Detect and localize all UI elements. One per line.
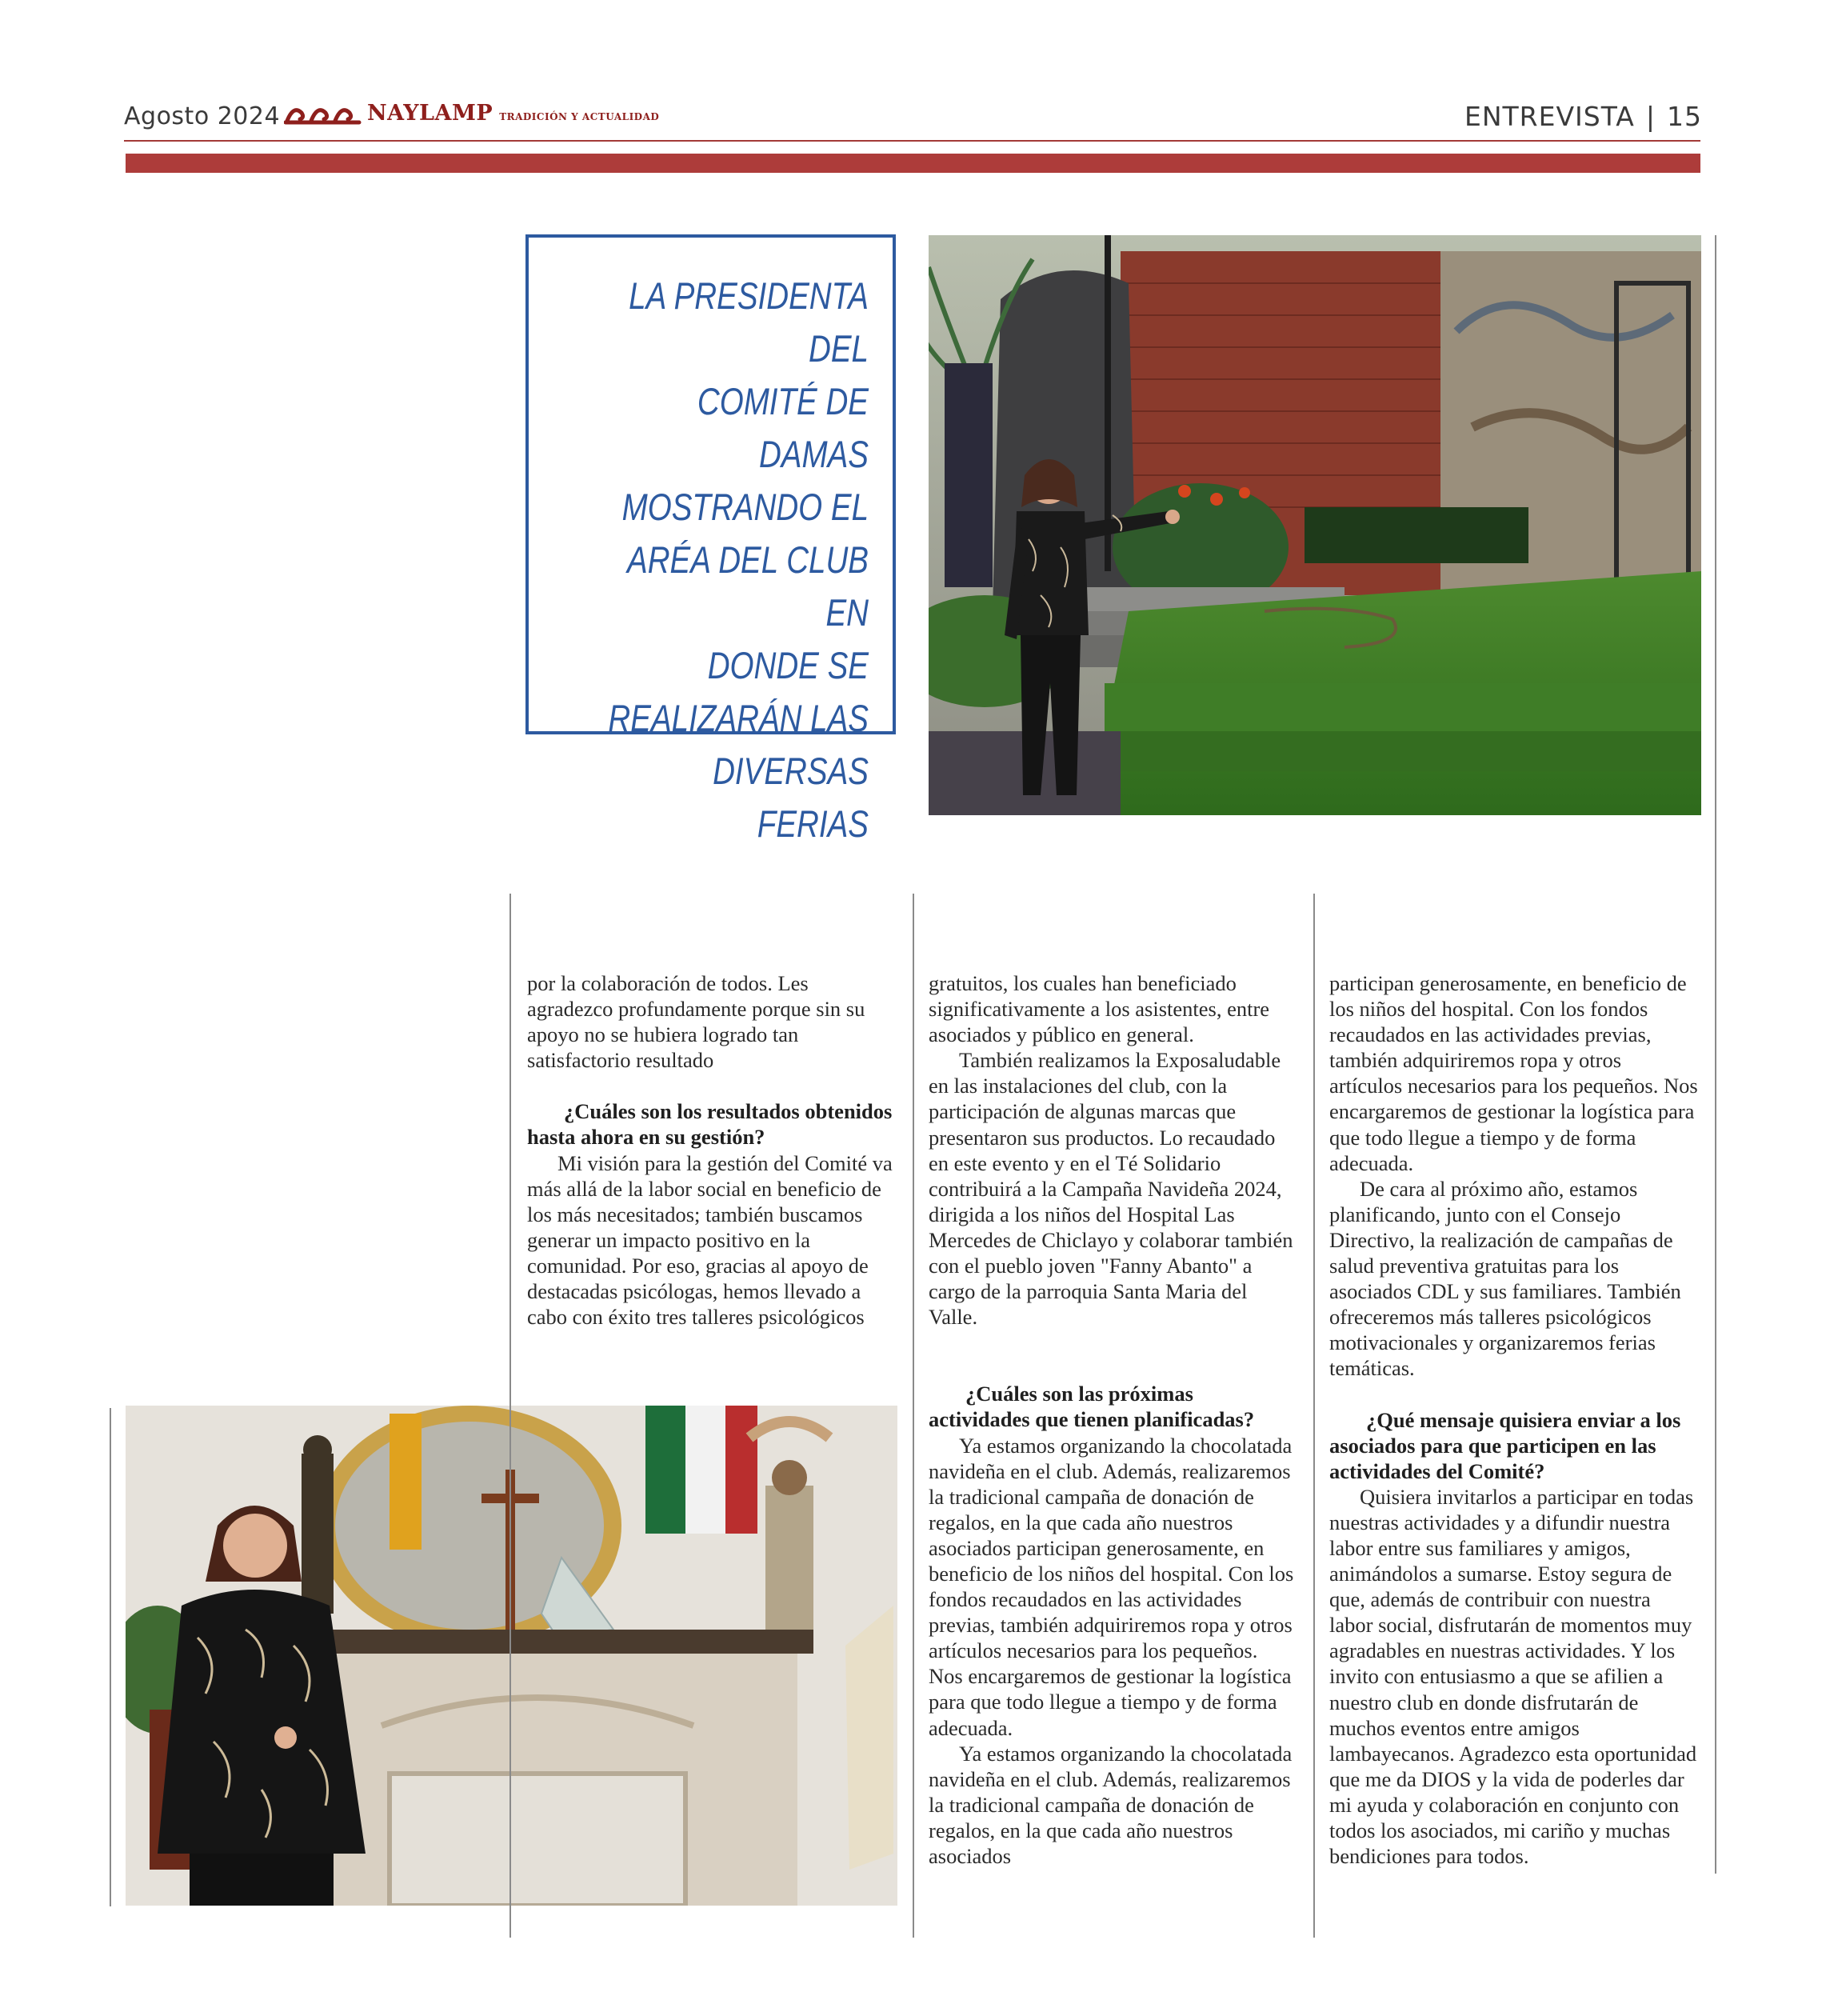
masthead-logo: [284, 101, 659, 126]
article-column-2: [929, 970, 1297, 1869]
interview-question: ¿Cuáles son las próximas actividades que tienen planificadas?: [929, 1382, 1255, 1432]
paragraph: Ya estamos organizando la chocolatada navideña en el club. Además, realizaremos la tradicional campaña de donación de regalos, en la que cada año nuestros asociados participan generosamente, en beneficio de los niños del hospital. Con los fondos recaudados en las actividades previas, también adquiriremos ropa y otros artículos necesarios para los pequeños. Nos encargaremos de gestionar la logística para que todo llegue a tiempo y de forma adecuada.: [929, 1433, 1294, 1740]
page-number: 15: [1667, 101, 1702, 132]
header-accent-bar: [126, 154, 1700, 173]
photo-caption: LA PRESIDENTA DEL COMITÉ DE DAMAS MOSTRANDO EL ARÉA DEL CLUB EN DONDE SE REALIZARÁN LAS DIVERSAS FERIAS: [608, 274, 869, 845]
wave-logo-icon: [284, 102, 362, 126]
header-rule: [124, 140, 1700, 142]
logo-name: NAYLAMP: [367, 101, 493, 126]
article-column-3: [1329, 970, 1699, 1869]
photo-rule-left: [110, 1408, 111, 1906]
section-label: [1464, 101, 1702, 132]
interview-question: ¿Cuáles son los resultados obtenidos hasta ahora en su gestión?: [527, 1099, 893, 1150]
column-rule-3: [1313, 894, 1315, 1938]
column-rule-1: [509, 894, 511, 1938]
paragraph: gratuitos, los cuales han beneficiado significativamente a los asistentes, entre asociados y público en general.: [929, 971, 1270, 1047]
paragraph: por la colaboración de todos. Les agradezco profundamente porque sin su apoyo no se hubiera logrado tan satisfactorio resultado: [527, 971, 865, 1073]
garden-photo: [929, 235, 1701, 815]
logo-tagline: TRADICIÓN Y ACTUALIDAD: [499, 110, 660, 122]
issue-date: Agosto 2024: [124, 102, 281, 130]
paragraph: De cara al próximo año, estamos planificando, junto con el Consejo Directivo, la realización de campañas de salud preventiva gratuitas para los asociados CDL y sus familiares. También ofreceremos más talleres psicológicos motivacionales y organizaremos ferias temáticas.: [1329, 1176, 1681, 1381]
article-column-1: [527, 970, 895, 1330]
section-name: ENTREVISTA: [1464, 101, 1635, 132]
fireplace-portrait-photo: [126, 1406, 897, 1906]
paragraph: También realizamos la Exposaludable en las instalaciones del club, con la participación de algunas marcas que presentaron sus productos. Lo recaudado en este evento y en el Té Solidario contribuirá a la Campaña Navideña 2024, dirigida a los niños del Hospital Las Mercedes de Chiclayo y colaborar también con el pueblo joven "Fanny Abanto" a cargo de la parroquia Santa Maria del Valle.: [929, 1048, 1293, 1330]
section-separator: |: [1645, 101, 1656, 132]
paragraph: Ya estamos organizando la chocolatada navideña en el club. Además, realizaremos la tradicional campaña de donación de regalos, en la que cada año nuestros asociados: [929, 1741, 1293, 1868]
paragraph: participan generosamente, en beneficio de los niños del hospital. Con los fondos recaudados en las actividades previas, también adquiriremos ropa y otros artículos necesarios para los pequeños. Nos encargaremos de gestionar la logística para que todo llegue a tiempo y de forma adecuada.: [1329, 971, 1698, 1175]
column-rule-2: [913, 894, 914, 1938]
photo-caption-box: [525, 234, 896, 845]
paragraph: Quisiera invitarlos a participar en todas nuestras actividades y a difundir nuestra labor entre sus familiares y amigos, animándolos a sumarse. Estoy segura de que, además de contribuir con nuestra labor social, disfrutarán de momentos muy agradables en nuestras actividades. Y los invito con entusiasmo a que se afilien a nuestro club en donde disfrutarán de muchos eventos entre amigos lambayecanos. Agradezco esta oportunidad que me da DIOS y la vida de poderles dar mi ayuda y colaboración en conjunto con todos los asociados, mi cariño y muchas bendiciones para todos.: [1329, 1484, 1697, 1869]
interview-question: ¿Qué mensaje quisiera enviar a los asociados para que participen en las actividades del Comité?: [1329, 1407, 1681, 1483]
paragraph: Mi visión para la gestión del Comité va más allá de la labor social en beneficio de los más necesitados; también buscamos generar un impacto positivo en la comunidad. Por eso, gracias al apoyo de destacadas psicólogas, hemos llevado a cabo con éxito tres talleres psicológicos: [527, 1150, 893, 1330]
column-rule-4: [1715, 235, 1716, 1874]
